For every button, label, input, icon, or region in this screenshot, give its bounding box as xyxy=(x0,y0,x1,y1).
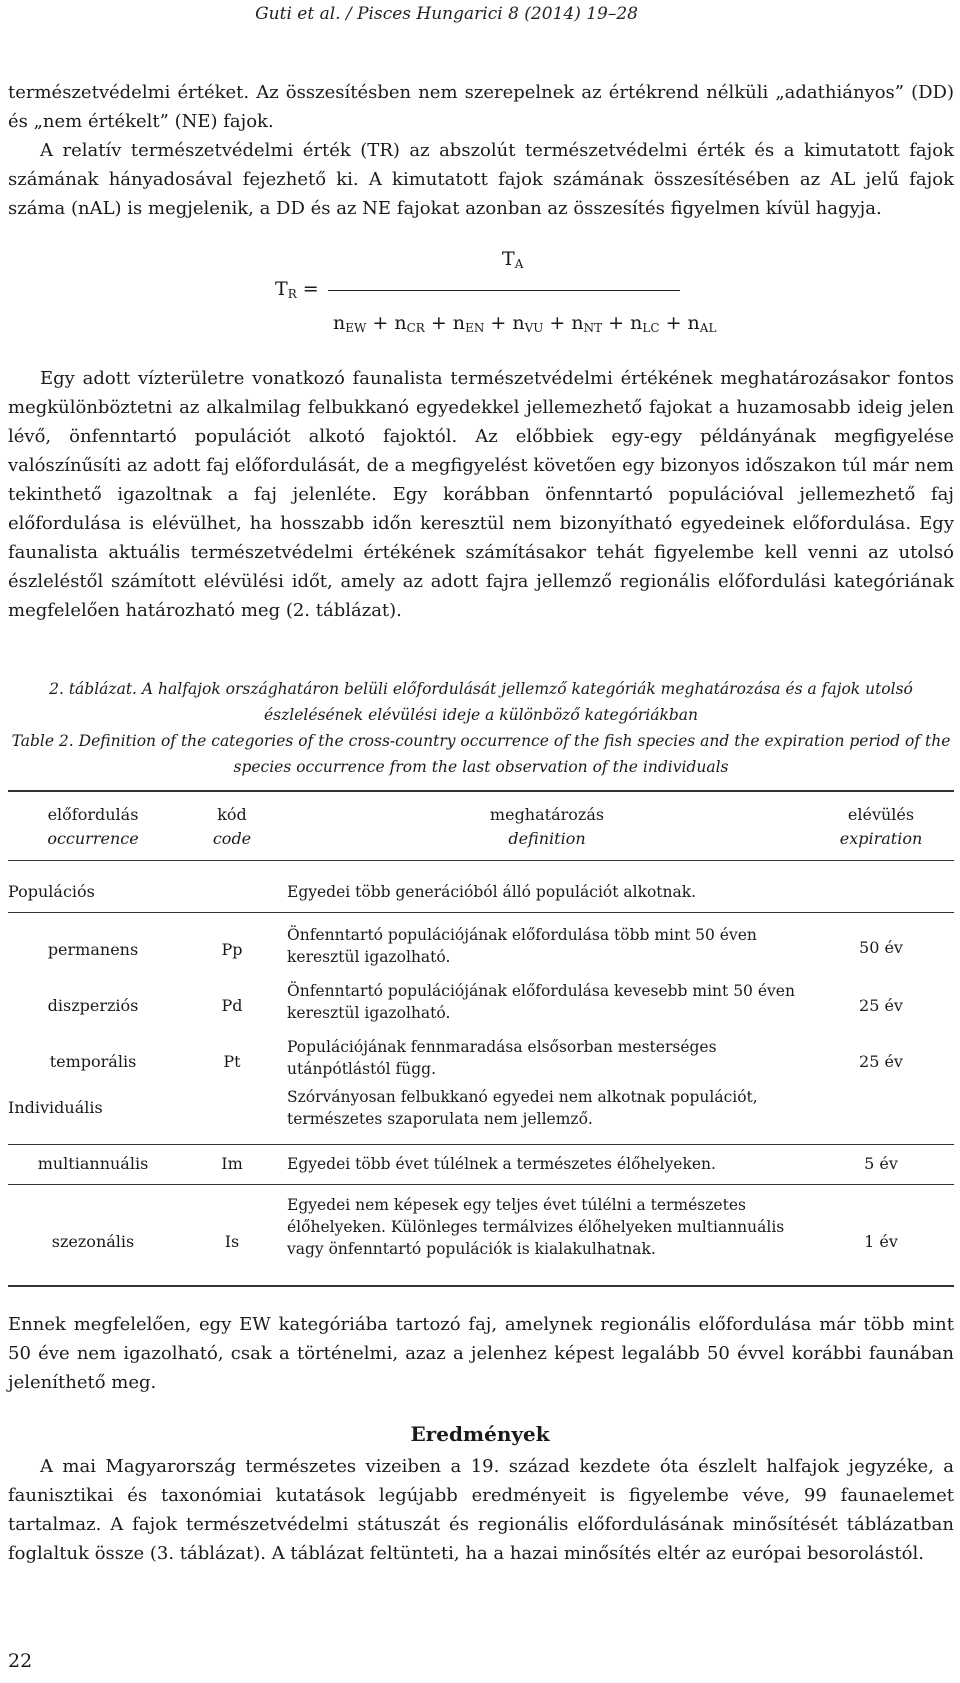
header-definition: meghatározás definition xyxy=(489,805,605,848)
table-row-occurrence: diszperziós xyxy=(47,996,139,1015)
individualis-label: Individuális xyxy=(8,1098,103,1117)
table-row-code: Pt xyxy=(223,1052,241,1071)
table-row-expiration: 5 év xyxy=(864,1154,898,1173)
table-bottom-rule xyxy=(8,1285,954,1287)
multiannualis-rule xyxy=(8,1184,954,1185)
table-row-code: Is xyxy=(224,1232,240,1251)
table-row-expiration: 25 év xyxy=(859,1052,903,1071)
fraction-line xyxy=(328,290,680,291)
table-row-definition: Populációjának fennmaradása elsősorban mesterséges utánpótlástól függ. xyxy=(287,1038,717,1078)
table-row-code: Im xyxy=(221,1154,243,1173)
table-row-definition: Egyedei több évet túlélnek a természetes élőhelyeken. xyxy=(287,1155,716,1173)
paragraph-3: Ennek megfelelően, egy EW kategóriába tartozó faj, amelynek regionális előfordulása már több mint 50 éve nem igazolható, csak a történelmi, azaz a jelenhez képest legalább 50 évvel korábbi faunában jeleníthető meg. xyxy=(8,1314,954,1393)
header-expiration: elévülés expiration xyxy=(839,805,923,848)
formula-denominator: $n_{EW} + n_{CR} + n_{EN} + n_{VU} + n_{NT} + n_{LC} + n_{AL}$ xyxy=(333,312,717,335)
individualis-definition: Szórványosan felbukkanó egyedei nem alkotnak populációt, természetes szaporulata nem jellemző. xyxy=(287,1088,758,1128)
table-row-occurrence: temporális xyxy=(49,1052,137,1071)
table-row-expiration: 1 év xyxy=(864,1232,898,1251)
individualis-rule xyxy=(8,1144,954,1145)
section-heading: Eredmények xyxy=(410,1422,550,1446)
table-row-definition: Önfenntartó populációjának előfordulása kevesebb mint 50 éven keresztül igazolható. xyxy=(287,982,795,1022)
table-row-definition: Önfenntartó populációjának előfordulása több mint 50 éven keresztül igazolható. xyxy=(287,926,757,966)
table-caption-hu: 2. táblázat. A halfajok országhatáron belüli előfordulását jellemző kategóriák meghatározása és a fajok utolsó észlelésének elévülési ideje a különböző kategóriákban xyxy=(49,680,913,724)
header-rule xyxy=(8,860,954,861)
formula-lhs: $T_R$ = xyxy=(275,278,319,301)
table-row-expiration: 25 év xyxy=(859,996,903,1015)
table-row-expiration: 50 év xyxy=(859,938,903,957)
populacios-rule xyxy=(8,912,954,913)
table-row-definition: Egyedei nem képesek egy teljes évet túlélni a természetes élőhelyeken. Különleges termálvizes élőhelyeken multiannuális vagy önfenntartó populációk is kialakulhatnak. xyxy=(287,1196,785,1258)
table-row-occurrence: szezonális xyxy=(51,1232,135,1251)
table-row-occurrence: permanens xyxy=(47,940,139,959)
header-code: kód code xyxy=(212,805,252,848)
populacios-label: Populációs xyxy=(8,882,95,901)
table-caption-en: Table 2. Definition of the categories of the cross-country occurrence of the fish species and the expiration period of the species occurrence from the last observation of the individuals xyxy=(11,732,951,776)
intro-paragraph-2: A relatív természetvédelmi érték (TR) az abszolút természetvédelmi érték és a kimutatott fajok számának hányadosával fejezhető ki. A kimutatott fajok számának összesítésében az AL jelű fajok száma (nAL) is megjelenik, a DD és az NE fajokat azonban az összesítés figyelmen kívül hagyja. xyxy=(8,140,954,219)
running-header: Guti et al. / Pisces Hungarici 8 (2014) 19–28 xyxy=(255,4,638,24)
table-row-code: Pd xyxy=(221,996,243,1015)
page-number: 22 xyxy=(8,1650,33,1672)
table-top-rule xyxy=(8,790,954,792)
intro-paragraph-1: természetvédelmi értéket. Az összesítésben nem szerepelnek az értékrend nélküli „adathiányos” (DD) és „nem értékelt” (NE) fajok. xyxy=(8,82,954,132)
table-row-occurrence: multiannuális xyxy=(37,1154,149,1173)
header-occurrence: előfordulás occurrence xyxy=(47,805,139,848)
paragraph-2: Egy adott vízterületre vonatkozó faunalista természetvédelmi értékének meghatározásakor fontos megkülönböztetni az alkalmilag felbukkanó egyedekkel jellemezhető fajokat a huzamosabb ideig jelen lévő, önfenntartó populációt alkotó fajoktól. Az előbbiek egy-egy példányának megfigyelése valószínűsíti az adott faj előfordulását, de a megfigyelést követően egy bizonyos időszakon túl már nem tekinthető igazoltnak a faj jelenléte. Egy korábban önfenntartó populációval jellemezhető faj előfordulása is elévülhet, ha hosszabb időn keresztül nem bizonyítható egyedeinek előfordulása. Egy faunalista aktuális természetvédelmi értékének számításakor tehát figyelembe kell venni az utolsó észleléstől számított elévülési időt, amely az adott fajra jellemző regionális előfordulási kategóriának megfelelően határozható meg (2. táblázat). xyxy=(8,368,954,621)
paragraph-4: A mai Magyarország természetes vizeiben a 19. század kezdete óta észlelt halfajok jegyzéke, a faunisztikai és taxonómiai kutatások legújabb eredményeit is figyelembe véve, 99 faunaelemet tartalmaz. A fajok természetvédelmi státuszát és regionális előfordulásának minősítését táblázatban foglaltuk össze (3. táblázat). A táblázat feltünteti, ha a hazai minősítés eltér az európai besorolástól. xyxy=(8,1456,954,1564)
table-row-code: Pp xyxy=(221,940,243,959)
formula-numerator: $T_A$ xyxy=(502,248,524,271)
populacios-definition: Egyedei több generációból álló populációt alkotnak. xyxy=(287,883,697,901)
